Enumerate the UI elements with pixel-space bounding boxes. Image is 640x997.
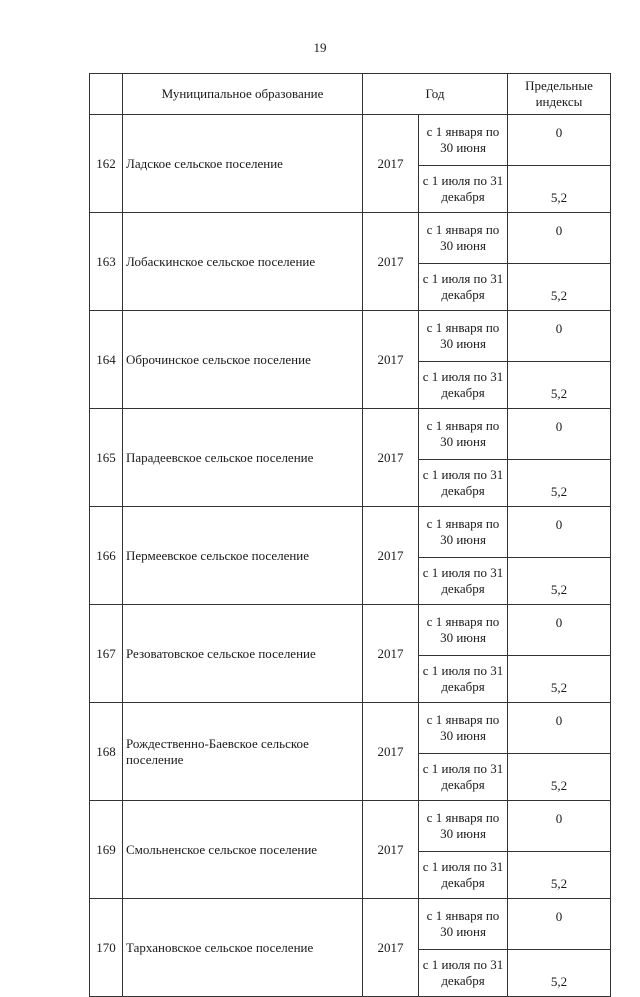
period-cell: с 1 января по 30 июня (419, 311, 508, 362)
municipality-name: Рождественно-Баевское сельское поселение (123, 703, 363, 801)
row-number: 162 (90, 115, 123, 213)
period-cell: с 1 января по 30 июня (419, 605, 508, 656)
year-cell: 2017 (363, 115, 419, 213)
table-row (90, 213, 611, 264)
period-cell: с 1 июля по 31 декабря (419, 362, 508, 409)
index-value: 5,2 (508, 950, 611, 997)
year-cell: 2017 (363, 409, 419, 507)
index-value: 0 (508, 213, 611, 264)
row-number: 164 (90, 311, 123, 409)
row-number: 170 (90, 899, 123, 997)
period-cell: с 1 июля по 31 декабря (419, 558, 508, 605)
period-cell: с 1 января по 30 июня (419, 899, 508, 950)
table-row (90, 605, 611, 656)
table-row (90, 311, 611, 362)
index-value: 0 (508, 409, 611, 460)
header-year: Год (363, 74, 508, 115)
period-cell: с 1 января по 30 июня (419, 801, 508, 852)
index-value: 5,2 (508, 264, 611, 311)
index-value: 0 (508, 801, 611, 852)
table-row (90, 507, 611, 558)
row-number: 169 (90, 801, 123, 899)
year-cell: 2017 (363, 311, 419, 409)
index-value: 5,2 (508, 166, 611, 213)
period-cell: с 1 июля по 31 декабря (419, 264, 508, 311)
year-cell: 2017 (363, 801, 419, 899)
row-number: 167 (90, 605, 123, 703)
index-value: 5,2 (508, 460, 611, 507)
period-cell: с 1 января по 30 июня (419, 115, 508, 166)
period-cell: с 1 июля по 31 декабря (419, 754, 508, 801)
year-cell: 2017 (363, 213, 419, 311)
year-cell: 2017 (363, 899, 419, 997)
year-cell: 2017 (363, 605, 419, 703)
index-value: 0 (508, 311, 611, 362)
index-value: 0 (508, 605, 611, 656)
row-number: 165 (90, 409, 123, 507)
row-number: 163 (90, 213, 123, 311)
municipality-name: Тархановское сельское поселение (123, 899, 363, 997)
period-cell: с 1 июля по 31 декабря (419, 656, 508, 703)
row-number: 166 (90, 507, 123, 605)
index-value: 5,2 (508, 362, 611, 409)
header-index: Предельные индексы (508, 74, 611, 115)
period-cell: с 1 июля по 31 декабря (419, 950, 508, 997)
index-value: 5,2 (508, 852, 611, 899)
municipality-name: Оброчинское сельское поселение (123, 311, 363, 409)
index-value: 5,2 (508, 656, 611, 703)
period-cell: с 1 января по 30 июня (419, 703, 508, 754)
tariff-index-table (89, 73, 611, 997)
header-number (90, 74, 123, 115)
index-value: 0 (508, 115, 611, 166)
row-number: 168 (90, 703, 123, 801)
table-header-row (90, 74, 611, 115)
municipality-name: Ладское сельское поселение (123, 115, 363, 213)
period-cell: с 1 июля по 31 декабря (419, 852, 508, 899)
index-value: 0 (508, 703, 611, 754)
period-cell: с 1 января по 30 июня (419, 409, 508, 460)
municipality-name: Пермеевское сельское поселение (123, 507, 363, 605)
index-value: 0 (508, 507, 611, 558)
table-row (90, 115, 611, 166)
year-cell: 2017 (363, 703, 419, 801)
table-body (90, 115, 611, 997)
page-number: 19 (313, 40, 327, 55)
year-cell: 2017 (363, 507, 419, 605)
table-row (90, 409, 611, 460)
period-cell: с 1 июля по 31 декабря (419, 460, 508, 507)
municipality-name: Резоватовское сельское поселение (123, 605, 363, 703)
index-value: 5,2 (508, 754, 611, 801)
table-row (90, 899, 611, 950)
period-cell: с 1 июля по 31 декабря (419, 166, 508, 213)
index-value: 0 (508, 899, 611, 950)
municipality-name: Смольненское сельское поселение (123, 801, 363, 899)
municipality-name: Парадеевское сельское поселение (123, 409, 363, 507)
period-cell: с 1 января по 30 июня (419, 507, 508, 558)
municipality-name: Лобаскинское сельское поселение (123, 213, 363, 311)
header-municipality: Муниципальное образование (123, 74, 363, 115)
index-value: 5,2 (508, 558, 611, 605)
period-cell: с 1 января по 30 июня (419, 213, 508, 264)
table-row (90, 703, 611, 754)
table-row (90, 801, 611, 852)
